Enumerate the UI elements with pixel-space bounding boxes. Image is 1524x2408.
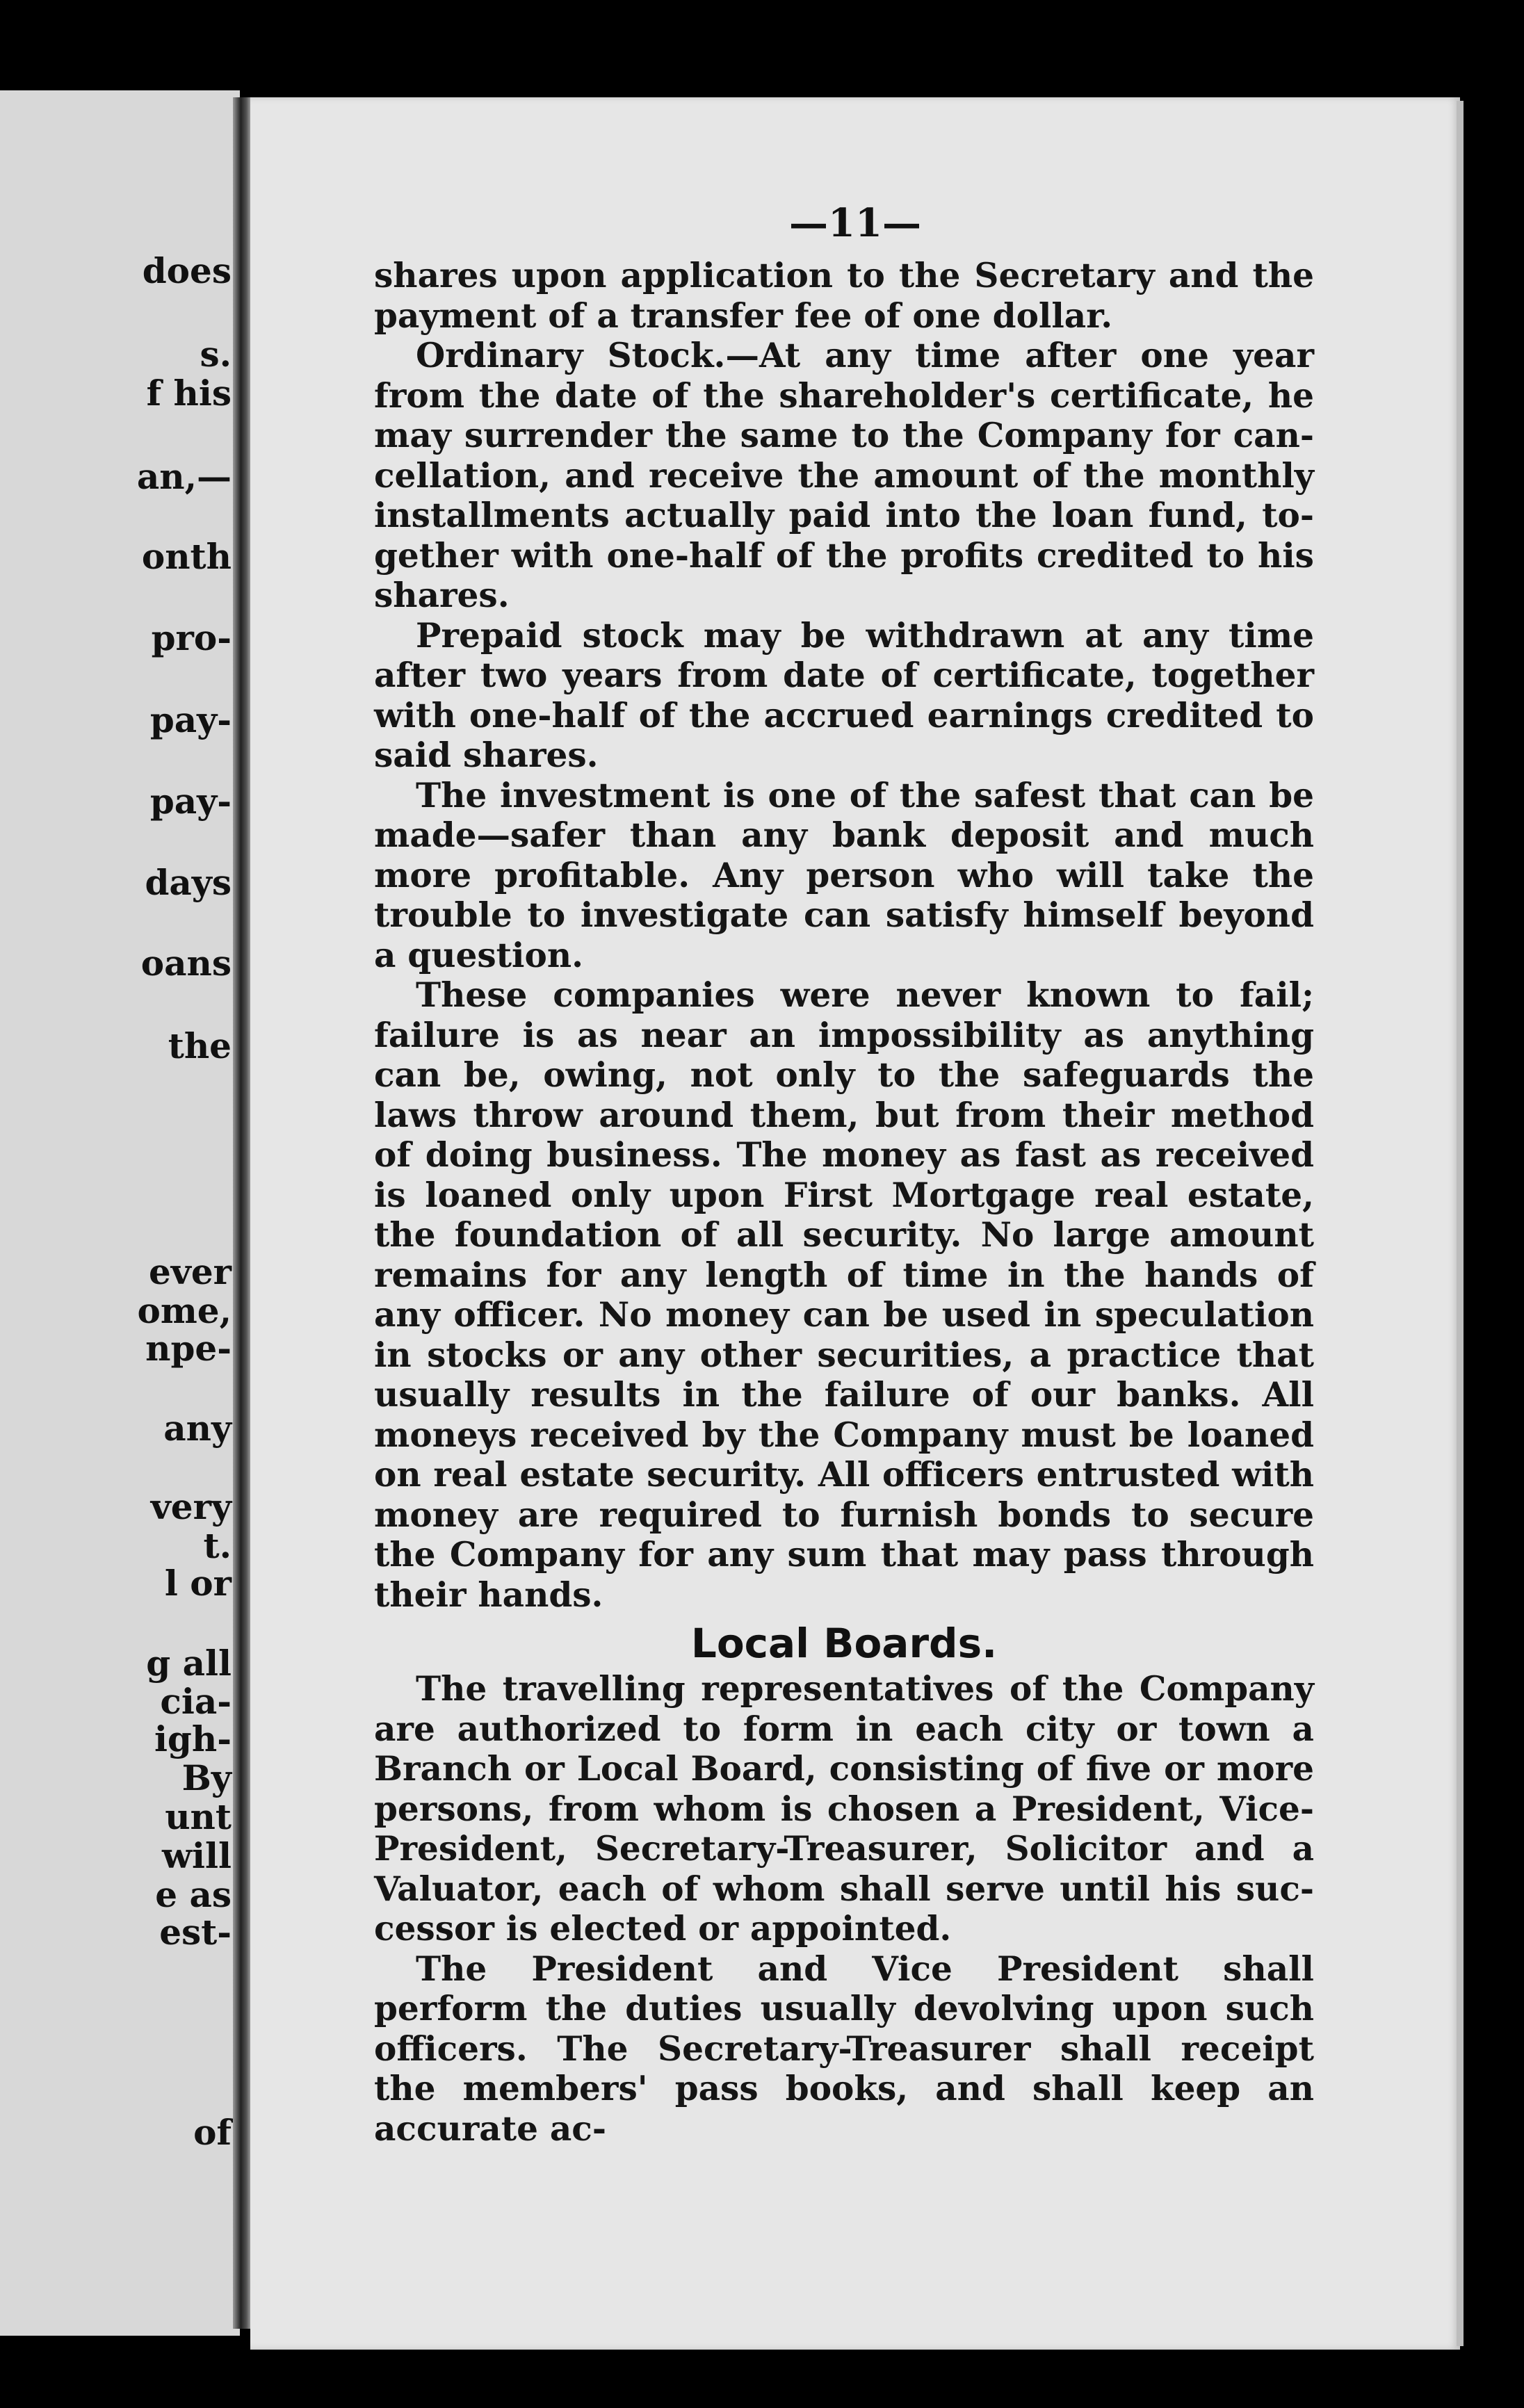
book-gutter — [233, 97, 252, 2329]
left-fragment: g all — [146, 1643, 232, 1684]
left-fragment: npe- — [145, 1328, 232, 1369]
section-heading-local-boards: Local Boards. — [690, 1620, 998, 1667]
paragraph-representatives: The travelling representatives of the Company are authorized to form in each city or town a Branch or Local Board, consisting of five or more persons, from whom is chosen a President, Vice-President, Secretary-Treasurer, Solicitor and a Valuator, each of whom shall serve until his successor is elected or appointed. — [374, 1669, 1314, 1949]
right-page — [250, 97, 1460, 2350]
left-fragment: pay- — [149, 699, 232, 740]
left-fragment: pay- — [149, 781, 232, 822]
page-body — [374, 256, 1314, 2149]
left-fragment: an,— — [136, 456, 232, 497]
left-fragment: t. — [203, 1525, 232, 1566]
left-fragment: any — [163, 1408, 232, 1449]
page-edge — [1457, 101, 1464, 2346]
page-number: —11— — [789, 200, 921, 246]
left-fragment: est- — [159, 1912, 232, 1953]
left-fragment: oans — [140, 943, 232, 984]
paragraph-officers-duties: The President and Vice President shall perform the duties usually devolving upon such officers. The Secretary-Treasurer shall receipt the members' pass books, and shall keep an accurate ac- — [374, 1949, 1314, 2149]
left-fragment: l or — [164, 1563, 232, 1604]
left-fragment: will — [161, 1835, 232, 1876]
left-fragment: days — [145, 862, 232, 903]
left-fragment: f his — [146, 373, 232, 414]
left-fragment: e as — [155, 1874, 232, 1915]
left-fragment: very — [150, 1486, 232, 1527]
left-fragment: the — [168, 1025, 232, 1066]
left-fragment: does — [142, 250, 232, 291]
left-fragment: igh- — [154, 1718, 232, 1759]
paragraph-transfer: shares upon application to the Secretary and the payment of a transfer fee of one dollar. — [374, 256, 1314, 336]
left-fragment: ome, — [137, 1290, 232, 1331]
left-fragment: cia- — [160, 1681, 232, 1722]
paragraph-prepaid-stock: Prepaid stock may be withdrawn at any time after two years from date of certificate, together with one-half of the accrued earnings credited to said shares. — [374, 615, 1314, 775]
left-page — [0, 90, 240, 2336]
left-fragment: unt — [165, 1796, 232, 1837]
left-fragment: s. — [200, 334, 232, 375]
paragraph-investment: The investment is one of the safest that can be made—safer than any bank deposit and much more profitable. Any person who will take the trouble to investigate can satisfy himself beyond a question. — [374, 775, 1314, 975]
left-fragment: of — [193, 2112, 232, 2153]
left-fragment: onth — [141, 536, 232, 577]
paragraph-ordinary-stock: Ordinary Stock.—At any time after one year from the date of the shareholder's certificate, he may surrender the same to the Company for cancellation, and receive the amount of the monthly installments actually paid into the loan fund, together with one-half of the profits credited to his shares. — [374, 336, 1314, 615]
left-fragment: pro- — [151, 617, 232, 658]
left-fragment: ever — [148, 1251, 232, 1292]
left-fragment: By — [181, 1757, 232, 1798]
paragraph-companies: These companies were never known to fail; failure is as near an impossibility as anything can be, owing, not only to the safeguards the laws throw around them, but from their method of doing business. The money as fast as received is loaned only upon First Mortgage real estate, the foundation of all security. No large amount remains for any length of time in the hands of any officer. No money can be used in speculation in stocks or any other securities, a practice that usually results in the failure of our banks. All moneys received by the Company must be loaned on real estate security. All officers entrusted with money are required to furnish bonds to secure the Company for any sum that may pass through their hands. — [374, 975, 1314, 1615]
